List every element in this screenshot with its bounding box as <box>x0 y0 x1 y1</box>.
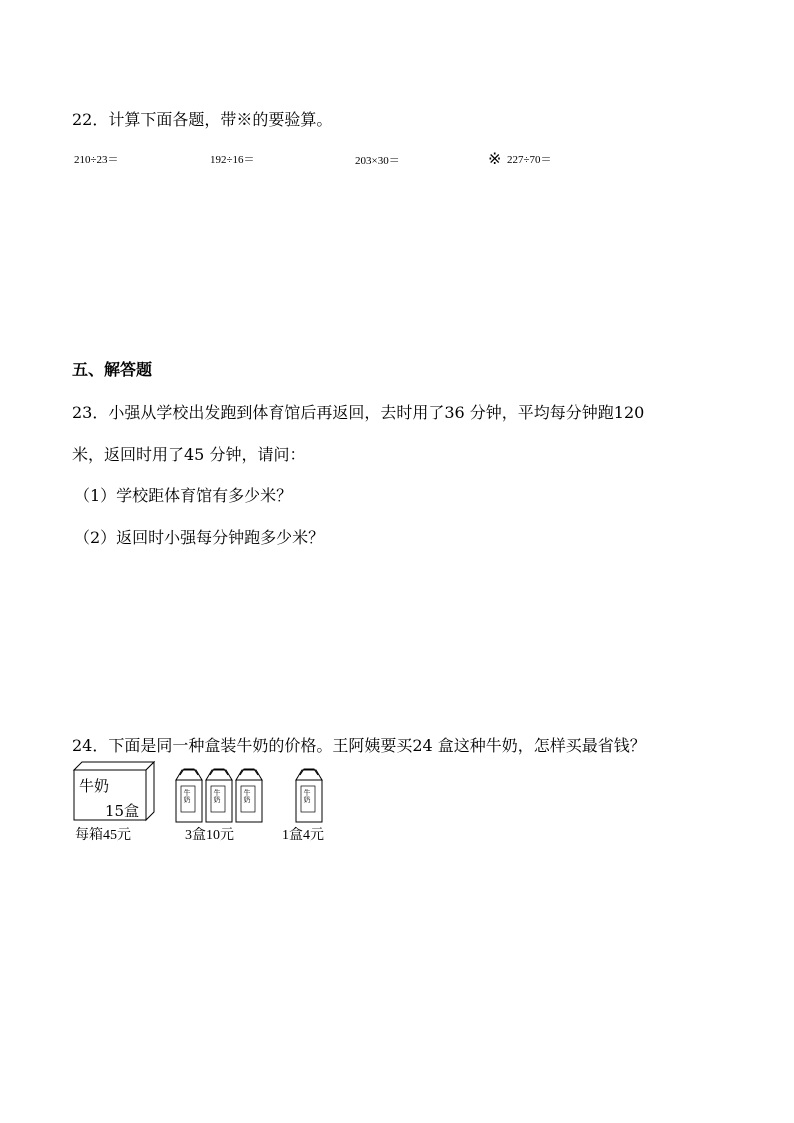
carton-label: 牛奶 <box>183 789 191 803</box>
q23-sub1: （1）学校距体育馆有多少米？ <box>74 486 293 505</box>
single-carton-image <box>292 768 332 824</box>
q24-text: 24．下面是同一种盒装牛奶的价格。王阿姨要买24 盒这种牛奶，怎样买最省钱？ <box>72 736 646 755</box>
section-title: 五、解答题 <box>72 360 153 379</box>
carton-label: 牛奶 <box>303 789 311 803</box>
carton-label: 牛奶 <box>213 789 221 803</box>
carton-label: 牛奶 <box>243 789 251 803</box>
q22-title: 22．计算下面各题，带※的要验算。 <box>72 110 333 129</box>
caption-three-price: 3盒10元 <box>185 828 234 843</box>
calc-item-4: 227÷70＝ <box>507 154 552 166</box>
caption-single-price: 1盒4元 <box>282 828 324 843</box>
q23-line2: 米，返回时用了45 分钟，请问： <box>72 445 306 464</box>
caption-case-price: 每箱45元 <box>75 828 131 843</box>
calc-item-2: 192÷16＝ <box>210 154 255 166</box>
check-mark: ※ <box>488 149 502 168</box>
calc-item-3: 203×30＝ <box>355 155 400 167</box>
q23-sub2: （2）返回时小强每分钟跑多少米？ <box>74 528 325 547</box>
calc-item-1: 210÷23＝ <box>74 154 119 166</box>
milk-case-label: 牛奶 <box>79 777 110 795</box>
milk-case-quantity: 15盒 <box>105 802 140 820</box>
q23-line1: 23．小强从学校出发跑到体育馆后再返回，去时用了36 分钟，平均每分钟跑120 <box>72 403 645 422</box>
